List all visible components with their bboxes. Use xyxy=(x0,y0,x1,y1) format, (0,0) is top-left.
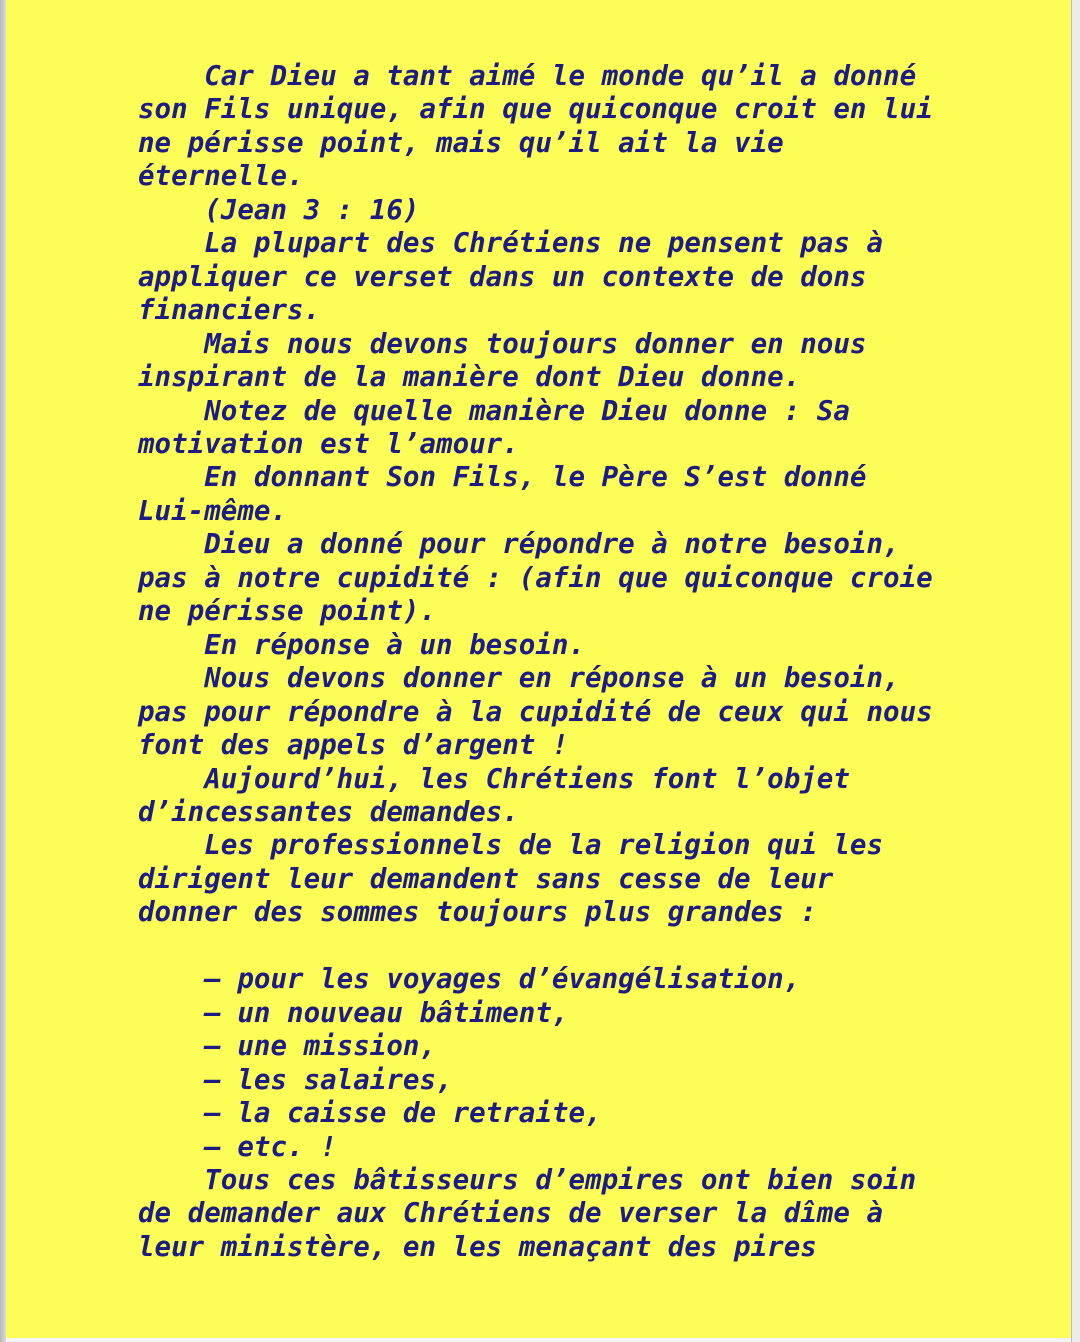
text-line: ne périsse point). xyxy=(138,595,437,628)
text-line: ne périsse point, mais qu’il ait la vie xyxy=(138,126,784,159)
text-line: Les professionnels de la religion qui les xyxy=(138,829,884,862)
text-line: Nous devons donner en réponse à un besoin, xyxy=(138,662,900,695)
text-line: éternelle. xyxy=(138,160,304,193)
text-line: En réponse à un besoin. xyxy=(138,628,586,661)
text-line: La plupart des Chrétiens ne pensent pas à xyxy=(138,227,884,260)
page-right-edge xyxy=(1071,0,1080,1342)
text-line: donner des sommes toujours plus grandes : xyxy=(138,896,817,929)
text-line: Tous ces bâtisseurs d’empires ont bien soin xyxy=(138,1163,917,1196)
page-bottom-edge xyxy=(6,1338,1071,1342)
text-line: Dieu a donné pour répondre à notre besoin, xyxy=(138,528,900,561)
text-line: Aujourd’hui, les Chrétiens font l’objet xyxy=(138,762,850,795)
text-line: – pour les voyages d’évangélisation, xyxy=(138,963,801,996)
text-line: – un nouveau bâtiment, xyxy=(138,996,569,1029)
text-line: pas à notre cupidité : (afin que quiconque croie xyxy=(138,561,933,594)
text-line: dirigent leur demandent sans cesse de leur xyxy=(138,862,834,895)
text-line: appliquer ce verset dans un contexte de dons xyxy=(138,260,867,293)
text-line: Lui-même. xyxy=(138,494,288,527)
text-line: inspirant de la manière dont Dieu donne. xyxy=(138,361,801,394)
text-line: En donnant Son Fils, le Père S’est donné xyxy=(138,461,867,494)
text-line: font des appels d’argent ! xyxy=(138,729,569,762)
page-left-edge xyxy=(0,0,6,1342)
text-line: d’incessantes demandes. xyxy=(138,795,519,828)
page-text-block xyxy=(138,60,1038,1264)
text-line: Mais nous devons toujours donner en nous xyxy=(138,327,867,360)
text-line: de demander aux Chrétiens de verser la dîme à xyxy=(138,1197,884,1230)
text-line: – une mission, xyxy=(138,1030,437,1063)
text-line xyxy=(138,930,1038,963)
text-line: pas pour répondre à la cupidité de ceux qui nous xyxy=(138,695,933,728)
text-line: (Jean 3 : 16) xyxy=(138,193,420,226)
text-line: motivation est l’amour. xyxy=(138,427,519,460)
text-line: financiers. xyxy=(138,294,321,327)
text-line: Car Dieu a tant aimé le monde qu’il a donné xyxy=(138,60,917,92)
text-line: Notez de quelle manière Dieu donne : Sa xyxy=(138,394,850,427)
text-line: son Fils unique, afin que quiconque croit en lui xyxy=(138,93,933,126)
text-line: leur ministère, en les menaçant des pires xyxy=(138,1230,817,1263)
text-line: – la caisse de retraite, xyxy=(138,1097,602,1130)
text-line: – etc. ! xyxy=(138,1130,337,1163)
text-line: – les salaires, xyxy=(138,1063,453,1096)
